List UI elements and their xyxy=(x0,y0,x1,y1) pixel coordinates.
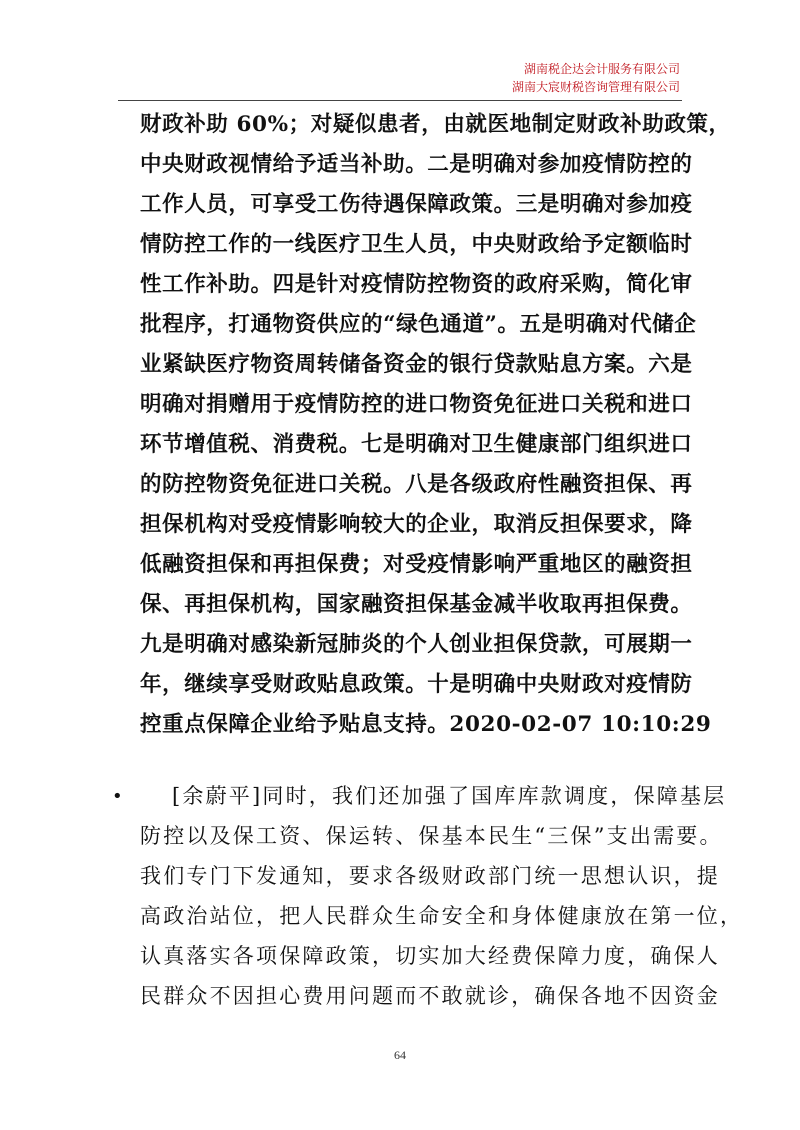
header-company-name-1: 湖南税企达会计服务有限公司 xyxy=(523,62,680,76)
text-line: 业紧缺医疗物资周转储备资金的银行贷款贴息方案。六是 xyxy=(140,352,693,377)
text-line: 年，继续享受财政贴息政策。十是明确中央财政对疫情防 xyxy=(140,672,693,697)
text-line: 财政补助 60%；对疑似患者，由就医地制定财政补助政策， xyxy=(140,112,731,137)
text-line: 九是明确对感染新冠肺炎的个人创业担保贷款，可展期一 xyxy=(140,632,693,657)
text-line: 环节增值税、消费税。七是明确对卫生健康部门组织进口 xyxy=(140,432,693,457)
text-line: 担保机构对受疫情影响较大的企业，取消反担保要求，降 xyxy=(140,512,693,537)
text-line-with-timestamp: 控重点保障企业给予贴息支持。2020-02-07 10:10:29 xyxy=(140,712,712,737)
text-line: 的防控物资免征进口关税。八是各级政府性融资担保、再 xyxy=(140,472,693,497)
text-line: 我们专门下发通知，要求各级财政部门统一思想认识，提 xyxy=(140,864,720,888)
text-line: 民群众不因担心费用问题而不敢就诊，确保各地不因资金 xyxy=(140,984,720,1008)
text-line: 明确对捐赠用于疫情防控的进口物资免征进口关税和进口 xyxy=(140,392,693,417)
text-line: 认真落实各项保障政策，切实加大经费保障力度，确保人 xyxy=(140,944,720,968)
text-line: 批程序，打通物资供应的“绿色通道”。五是明确对代储企 xyxy=(140,312,697,337)
text-line: 低融资担保和再担保费；对受疫情影响严重地区的融资担 xyxy=(140,552,693,577)
bullet-marker: • xyxy=(112,786,123,807)
text-line: [余蔚平]同时，我们还加强了国库库款调度，保障基层 xyxy=(172,784,727,808)
text-line: 中央财政视情给予适当补助。二是明确对参加疫情防控的 xyxy=(140,152,693,177)
page-number: 64 xyxy=(394,1048,406,1062)
header-divider xyxy=(118,100,682,101)
bold-paragraph xyxy=(140,105,731,745)
text-line: 情防控工作的一线医疗卫生人员，中央财政给予定额临时 xyxy=(140,232,693,257)
text-line: 保、再担保机构，国家融资担保基金减半收取再担保费。 xyxy=(140,592,693,617)
header-company-name-2: 湖南大宸财税咨询管理有限公司 xyxy=(511,80,680,94)
text-line: 防控以及保工资、保运转、保基本民生“三保”支出需要。 xyxy=(140,824,723,848)
text-line: 性工作补助。四是针对疫情防控物资的政府采购，简化审 xyxy=(140,272,693,297)
text-line: 高政治站位，把人民群众生命安全和身体健康放在第一位， xyxy=(140,904,744,928)
speaker-paragraph xyxy=(140,776,744,1016)
text-line: 工作人员，可享受工伤待遇保障政策。三是明确对参加疫 xyxy=(140,192,693,217)
